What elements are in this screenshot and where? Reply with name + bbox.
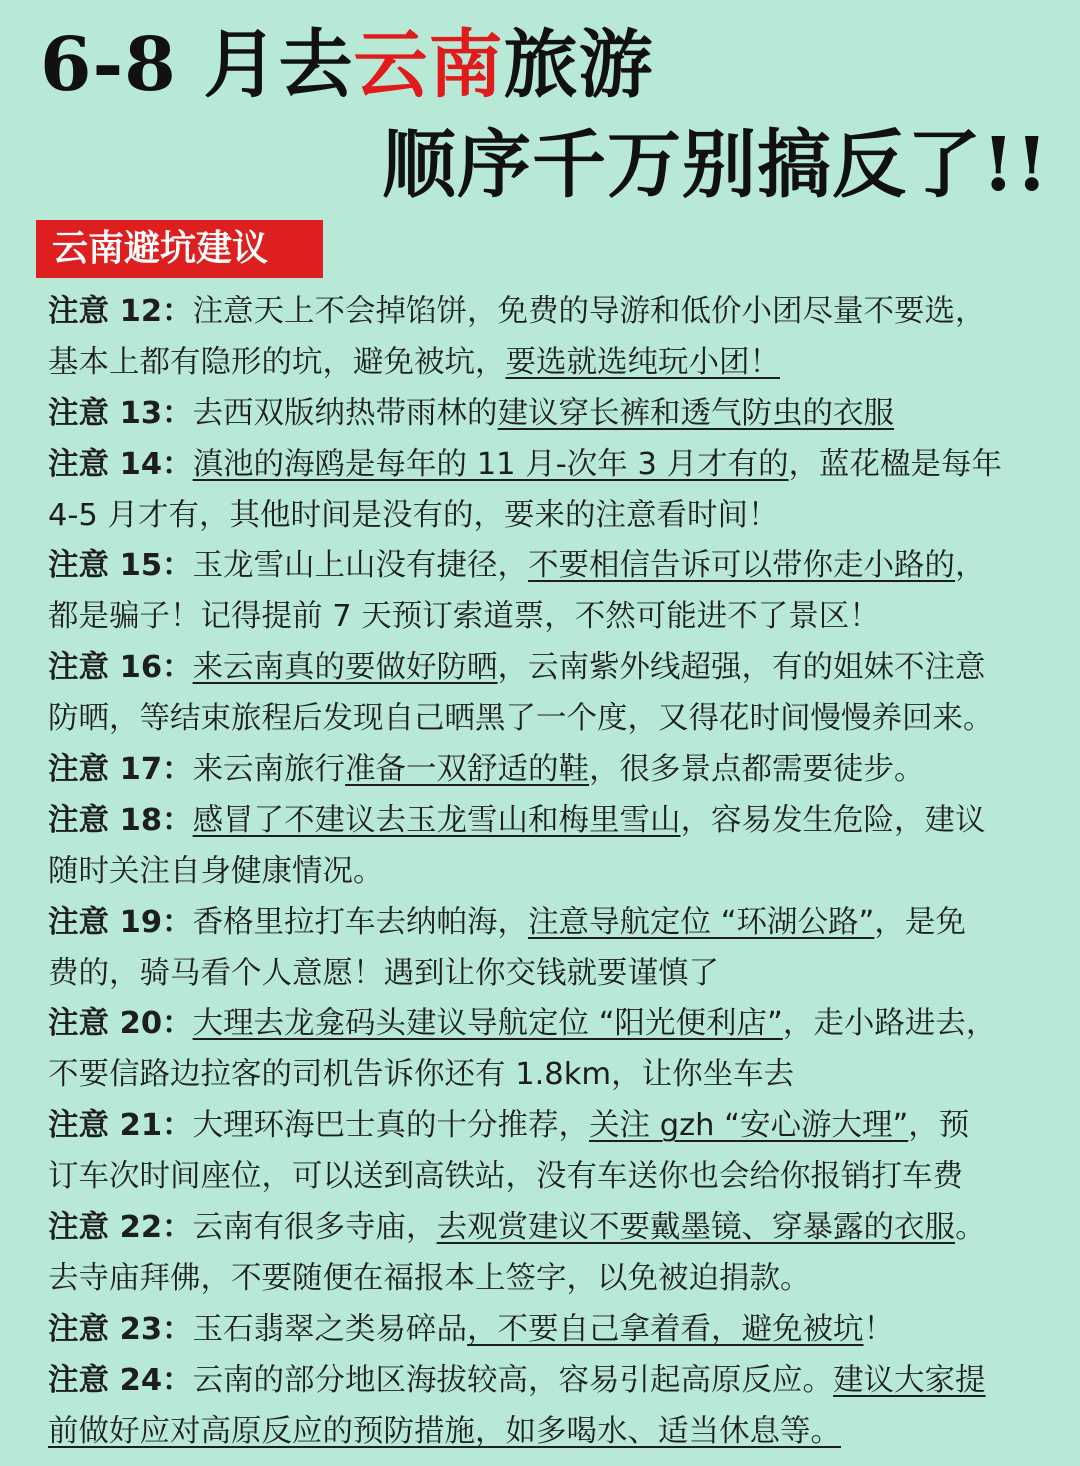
tip-text: 云南有很多寺庙， [192, 1210, 437, 1246]
tip-line [48, 1101, 1048, 1152]
tip-line [48, 592, 1048, 643]
tip-line [48, 999, 1048, 1050]
tip-line [48, 541, 1048, 592]
page-title-line-2: 顺序千万别搞反了!! [382, 122, 1049, 208]
tip-number-label: 注意 18： [48, 802, 193, 838]
tip-highlight-text: 滇池的海鸥是每年的 11 月-次年 3 月才有的 [192, 446, 789, 482]
tip-number-label: 注意 20： [48, 1006, 193, 1042]
tip-highlight-text: 要选就选纯玩小团！ [505, 344, 780, 380]
tip-text: ，很多景点都需要徒步。 [589, 752, 925, 788]
tip-text: 大理环海巴士真的十分推荐， [192, 1108, 590, 1144]
tip-text: ，预 [908, 1108, 970, 1144]
tip-number-label: 注意 24： [48, 1362, 193, 1398]
tip-number-label: 注意 22： [48, 1210, 193, 1246]
page-title-line-1 [40, 22, 654, 108]
tip-line [48, 287, 1048, 338]
tip-text: 订车次时间座位，可以送到高铁站，没有车送你也会给你报销打车费 [48, 1159, 963, 1195]
tip-highlight-text: 准备一双舒适的鞋 [345, 752, 590, 788]
tip-highlight-text: 关注 gzh “安心游大理” [589, 1108, 909, 1144]
tip-text: 去寺庙拜佛，不要随便在福报本上签字，以免被迫捐款。 [48, 1260, 811, 1296]
tip-line [48, 1152, 1048, 1203]
tip-text: ，是免 [874, 904, 966, 940]
tip-text: 4-5 月才有，其他时间是没有的，要来的注意看时间！ [48, 497, 779, 533]
tip-number-label: 注意 23： [48, 1311, 193, 1347]
tip-number-label: 注意 17： [48, 752, 193, 788]
tip-line [48, 898, 1048, 949]
tip-number-label: 注意 16： [48, 650, 193, 686]
tip-number-label: 注意 12： [48, 294, 193, 329]
tip-text: 不要信路边拉客的司机告诉你还有 1.8km，让你坐车去 [48, 1057, 795, 1093]
tip-text: 费的，骑马看个人意愿！遇到让你交钱就要谨慎了 [48, 955, 719, 991]
tips-list [48, 287, 1048, 1457]
tip-line [48, 745, 1048, 796]
tip-text: ，蓝花楹是每年 [788, 446, 1003, 482]
title-prefix: 6-8 月去 [40, 22, 354, 108]
tip-text: 云南的部分地区海拔较高，容易引起高原反应。 [192, 1362, 834, 1398]
tip-line [48, 694, 1048, 745]
tip-highlight-text: 来云南真的要做好防晒 [192, 650, 498, 686]
tip-highlight-text: ，不要自己拿着看，避免被坑 [467, 1311, 864, 1347]
tip-highlight-text: 建议穿长裤和透气防虫的衣服 [497, 395, 895, 431]
tip-text: ， [955, 548, 986, 584]
tip-line [48, 440, 1048, 491]
tip-line [48, 1407, 1048, 1458]
tip-text: 香格里拉打车去纳帕海， [192, 904, 529, 940]
tip-line [48, 949, 1048, 1000]
tip-line [48, 643, 1048, 694]
section-label: 云南避坑建议 [36, 220, 323, 278]
tip-text: ，走小路进去， [782, 1006, 997, 1042]
tip-line [48, 1305, 1048, 1356]
tip-line [48, 1203, 1048, 1254]
tip-text: 去西双版纳热带雨林的 [192, 395, 498, 431]
tip-line [48, 1254, 1048, 1305]
tip-number-label: 注意 13： [48, 395, 193, 431]
tip-number-label: 注意 14： [48, 446, 193, 482]
tip-number-label: 注意 15： [48, 548, 193, 584]
tip-line [48, 796, 1048, 847]
tip-text: 玉石翡翠之类易碎品 [192, 1311, 468, 1347]
tip-line [48, 1050, 1048, 1101]
tip-text: 玉龙雪山上山没有捷径， [192, 548, 529, 584]
tip-highlight-text: 不要相信告诉可以带你走小路的 [528, 548, 956, 584]
tip-line [48, 1356, 1048, 1407]
tip-text: 基本上都有隐形的坑，避免被坑， [48, 344, 506, 380]
tip-text: 来云南旅行 [192, 752, 346, 788]
tip-text: 随时关注自身健康情况。 [48, 853, 384, 889]
tip-highlight-text: 前做好应对高原反应的预防措施，如多喝水、适当休息等。 [48, 1413, 841, 1449]
tip-text: 防晒，等结束旅程后发现自己晒黑了一个度，又得花时间慢慢养回来。 [48, 701, 994, 737]
tip-highlight-text: 大理去龙龛码头建议导航定位 “阳光便利店” [192, 1006, 783, 1042]
tip-text: ，容易发生危险，建议 [680, 802, 986, 838]
tip-line [48, 338, 1048, 389]
tip-line [48, 847, 1048, 898]
tip-number-label: 注意 21： [48, 1108, 193, 1144]
tip-highlight-text: 注意导航定位 “环湖公路” [528, 904, 875, 940]
tip-highlight-text: 建议大家提 [833, 1362, 986, 1398]
tip-text: 都是骗子！记得提前 7 天预订索道票，不然可能进不了景区！ [48, 599, 880, 635]
tip-line [48, 389, 1048, 440]
tip-highlight-text: 去观赏建议不要戴墨镜、穿暴露的衣服 [436, 1210, 956, 1246]
tip-text: 。 [955, 1210, 986, 1246]
tip-line [48, 491, 1048, 542]
tip-text: 注意天上不会掉馅饼，免费的导游和低价小团尽量不要选， [192, 294, 986, 329]
title-suffix: 旅游 [503, 22, 654, 108]
tip-highlight-text: 感冒了不建议去玉龙雪山和梅里雪山 [192, 802, 681, 838]
tip-number-label: 注意 19： [48, 904, 193, 940]
tip-text: ，云南紫外线超强，有的姐妹不注意 [497, 650, 986, 686]
title-highlight: 云南 [353, 22, 504, 108]
tip-text: ！ [863, 1311, 895, 1347]
